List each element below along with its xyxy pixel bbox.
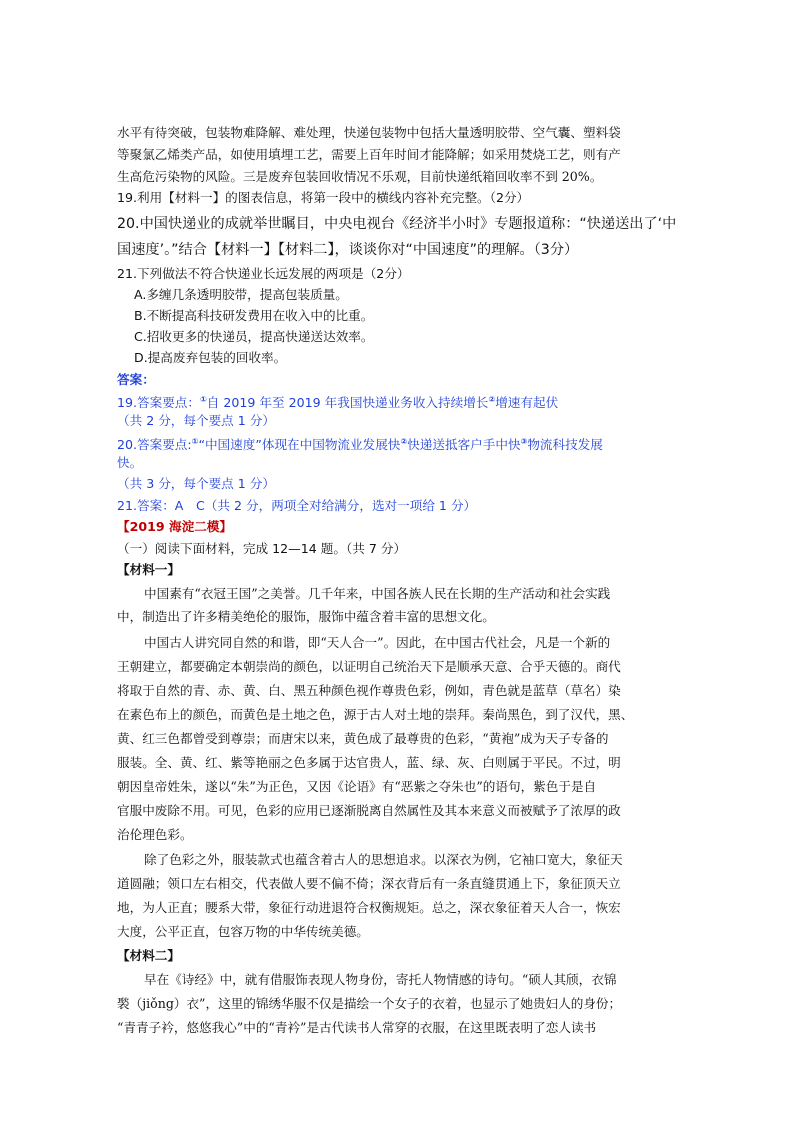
answer-19-point-2: 增速有起伏 (495, 395, 559, 411)
material-2-heading: 【材料二】 (117, 948, 180, 963)
answer-20-score: （共 3 分，每个要点 1 分） (117, 476, 275, 491)
paragraph-line: 朝因皇帝姓朱，遂以“朱”为正色，又因《论语》有“恶紫之夺朱也”的语句，紫色于是自 (117, 779, 597, 794)
circled-number-2: ② (400, 437, 408, 446)
paragraph-line: 除了色彩之外，服装款式也蕴含着古人的思想追求。以深衣为例，它袖口宽大，象征天 (144, 852, 623, 867)
option-b: B.不断提高科技研发费用在收入中的比重。 (134, 308, 374, 323)
paragraph-line: 早在《诗经》中，就有借服饰表现人物身份，寄托人物情感的诗句。“硕人其颀，衣锦 (144, 972, 617, 987)
paragraph-line: 王朝建立，都要确定本朝崇尚的颜色，以证明自己统治天下是顺承天意、合乎天德的。商代 (117, 659, 621, 674)
paragraph-line: 黄、红三色都曾受到尊崇；而唐宋以来，黄色成了最尊贵的色彩，“黄袍”成为天子专备的 (117, 731, 609, 746)
option-c: C.招收更多的快递员，提高快递送达效率。 (134, 329, 374, 344)
answer-19 (117, 391, 558, 412)
paragraph-line: 将取于自然的青、赤、黄、白、黑五种颜色视作尊贵色彩，例如，青色就是蓝草（草名）染 (117, 683, 621, 698)
answer-19-prefix: 19.答案要点： (117, 395, 200, 411)
paragraph-line: 在素色布上的颜色，而黄色是土地之色，源于古人对土地的崇拜。秦尚黑色，到了汉代，黑、 (117, 707, 634, 722)
paragraph-line: 服装。全、黄、红、紫等艳丽之色多属于达官贵人，蓝、绿、灰、白则属于平民。不过，明 (117, 755, 621, 770)
question-21: 21.下列做法不符合快递业长远发展的两项是（2分） (117, 266, 410, 281)
answer-19-score: （共 2 分，每个要点 1 分） (117, 413, 275, 428)
paragraph-line: 褧（jiǒng）衣”，这里的锦绣华服不仅是描绘一个女子的衣着，也显示了她贵妇人的身份； (117, 996, 622, 1011)
option-d: D.提高废弃包装的回收率。 (134, 350, 287, 365)
circled-number-1: ① (200, 395, 207, 404)
circled-number-1: ① (191, 437, 199, 446)
paragraph-line: “青青子衿，悠悠我心”中的“青衿”是古代读书人常穿的衣服，在这里既表明了恋人读书 (117, 1020, 597, 1035)
paragraph-line: 治伦理色彩。 (117, 827, 193, 842)
answer-20-prefix: 20.答案要点: (117, 437, 192, 453)
answer-heading: 答案： (117, 372, 155, 387)
material-text-line: 生高危污染物的风险。三是废弃包装回收情况不乐观，目前快递纸箱回收率不到 20%。 (117, 169, 603, 184)
circled-number-2: ② (488, 395, 496, 404)
section-title: 【2019 海淀二模】 (117, 519, 232, 534)
circled-number-3: ③ (520, 437, 528, 446)
paragraph-line: 地，为人正直；腰系大带，象征行动进退符合权衡规矩。总之，深衣象征着天人合一，恢宏 (117, 900, 621, 915)
paragraph-line: 中国素有“衣冠王国”之美誉。几千年来，中国各族人民在长期的生产活动和社会实践 (144, 586, 611, 601)
answer-20 (117, 433, 603, 454)
material-1-heading: 【材料一】 (117, 562, 180, 577)
answer-20-point-2: 快递送抵客户手中快 (407, 437, 521, 453)
answer-21: 21.答案：A C（共 2 分，两项全对给满分，选对一项给 1 分） (117, 498, 477, 513)
material-text-line: 等聚氯乙烯类产品，如使用填埋工艺，需要上百年时间才能降解；如采用焚烧工艺，则有产 (117, 147, 621, 162)
material-text-line: 水平有待突破，包装物难降解、难处理，快递包装物中包括大量透明胶带、空气囊、塑料袋 (117, 125, 621, 140)
section-intro: （一）阅读下面材料，完成 12—14 题。（共 7 分） (117, 541, 407, 556)
question-19: 19.利用【材料一】的图表信息，将第一段中的横线内容补充完整。（2分） (117, 190, 530, 205)
answer-19-point-1: 自 2019 年至 2019 年我国快递业务收入持续增长 (206, 395, 489, 411)
paragraph-line: 大度，公平正直，包容万物的中华传统美德。 (117, 924, 369, 939)
answer-20-line-2: 快。 (117, 455, 143, 470)
paragraph-line: 中国古人讲究同自然的和谐，即“天人合一”。因此，在中国古代社会，凡是一个新的 (144, 635, 611, 650)
paragraph-line: 中，制造出了许多精美绝伦的服饰，服饰中蕴含着丰富的思想文化。 (117, 609, 495, 624)
paragraph-line: 道圆融；领口左右相交，代表做人要不偏不倚；深衣背后有一条直缝贯通上下，象征顶天立 (117, 876, 621, 891)
paragraph-line: 官服中废除不用。可见，色彩的应用已逐渐脱离自然属性及其本来意义而被赋予了浓厚的政 (117, 803, 621, 818)
question-20-line: 20.中国快递业的成就举世瞩目，中央电视台《经济半小时》专题报道称：“快递送出了‘中 (117, 216, 677, 232)
answer-20-point-1: “中国速度”体现在中国物流业发展快 (198, 437, 401, 453)
option-a: A.多缠几条透明胶带，提高包装质量。 (134, 287, 348, 302)
answer-20-point-3: 物流科技发展 (527, 437, 603, 453)
question-20-line: 国速度’。”结合【材料一】【材料二】，谈谈你对“中国速度”的理解。（3分） (117, 242, 579, 258)
